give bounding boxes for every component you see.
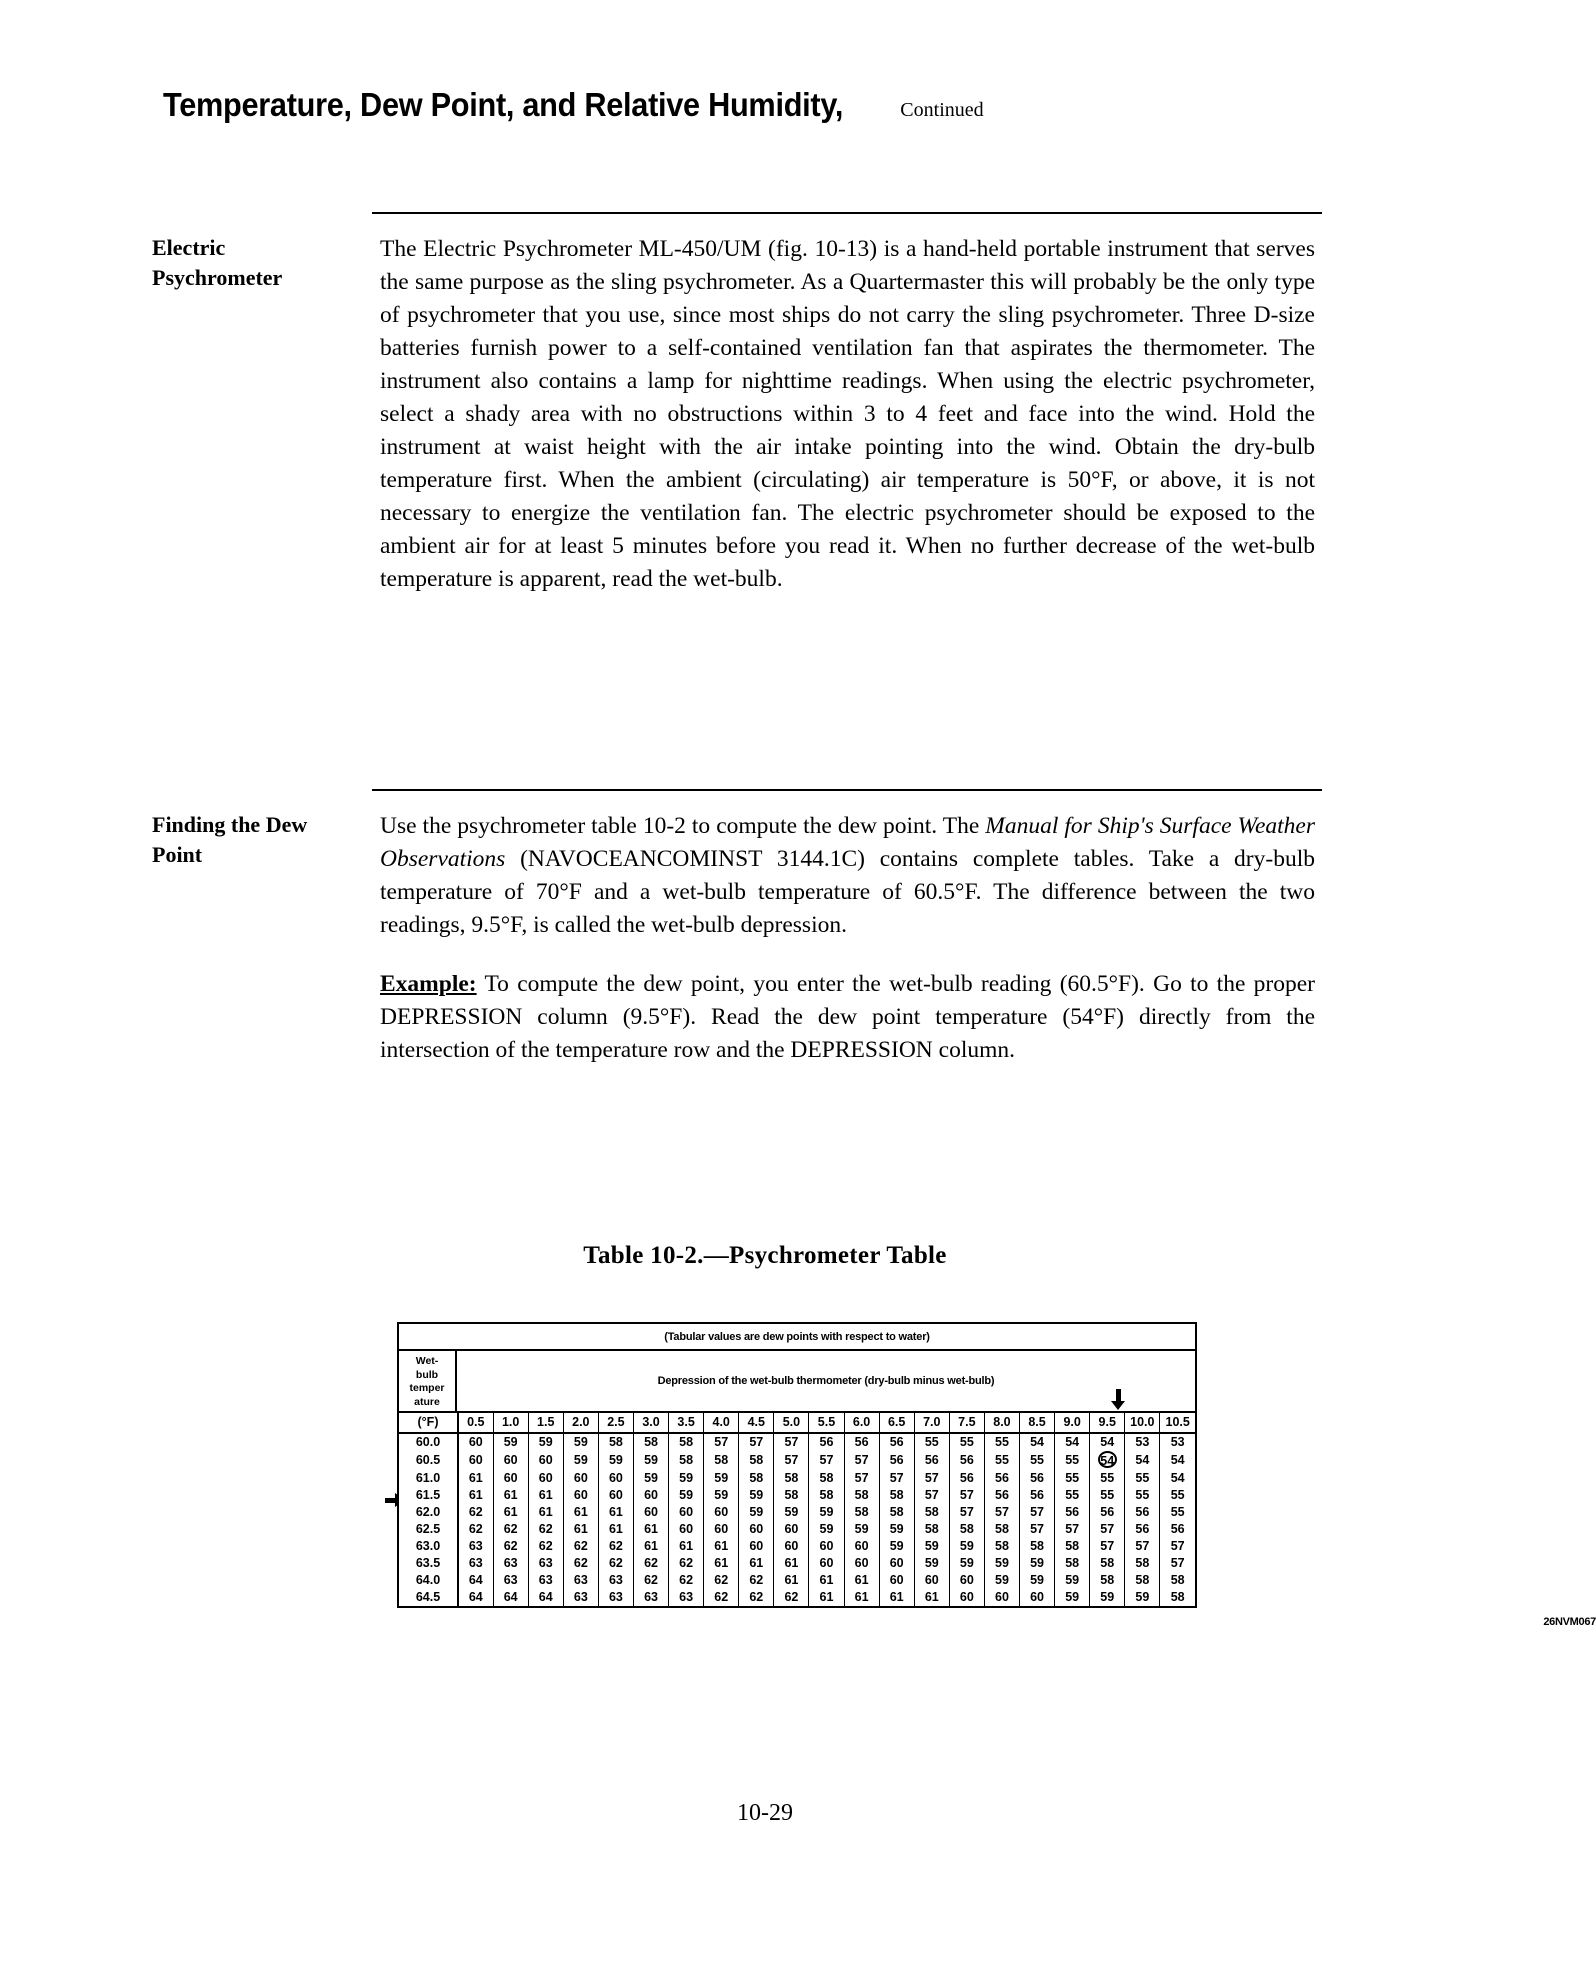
depression-group-header-label: Depression of the wet-bulb thermometer (dry-bulb minus wet-bulb) — [657, 1375, 995, 1387]
table-cell-dew-point: 59 — [669, 1487, 704, 1504]
table-cell-dew-point: 59 — [1090, 1589, 1125, 1606]
row-header-wet-bulb-temp: 61.0 — [399, 1470, 458, 1487]
table-cell-dew-point: 61 — [774, 1555, 809, 1572]
table-cell-dew-point: 61 — [844, 1572, 879, 1589]
table-cell-dew-point: 56 — [984, 1487, 1019, 1504]
table-cell-dew-point: 61 — [493, 1487, 528, 1504]
row-header-wet-bulb-temp: 62.0 — [399, 1504, 458, 1521]
table-cell-dew-point: 56 — [949, 1470, 984, 1487]
table-cell-dew-point: 63 — [493, 1555, 528, 1572]
table-cell-dew-point: 60 — [949, 1572, 984, 1589]
section-label-line-1: Electric — [152, 235, 226, 260]
table-cell-dew-point: 57 — [1020, 1504, 1055, 1521]
column-header-depression: 0.5 — [458, 1412, 493, 1433]
table-cell-dew-point: 58 — [1125, 1572, 1160, 1589]
table-row — [399, 1504, 1195, 1521]
table-cell-dew-point: 59 — [1020, 1555, 1055, 1572]
example-body: To compute the dew point, you enter the wet-bulb reading (60.5°F). Go to the proper DEPRESSION column (9.5°F). Read the dew point temperature (54°F) directly from the intersection of the temperature row and the DEPRESSION column. — [380, 971, 1315, 1063]
table-cell-dew-point: 57 — [914, 1470, 949, 1487]
table-cell-dew-point: 61 — [528, 1487, 563, 1504]
column-header-depression: 8.0 — [984, 1412, 1019, 1433]
table-cell-dew-point: 59 — [1020, 1572, 1055, 1589]
table-cell-dew-point: 59 — [809, 1521, 844, 1538]
table-cell-dew-point: 64 — [458, 1589, 493, 1606]
table-cell-dew-point: 59 — [809, 1504, 844, 1521]
table-cell-dew-point: 58 — [1020, 1538, 1055, 1555]
table-cell-dew-point — [1090, 1451, 1125, 1470]
table-cell-dew-point: 60 — [669, 1521, 704, 1538]
table-cell-dew-point: 59 — [598, 1451, 633, 1470]
table-cell-dew-point: 58 — [809, 1487, 844, 1504]
table-row — [399, 1589, 1195, 1606]
table-cell-dew-point: 63 — [669, 1589, 704, 1606]
column-header-depression: 7.5 — [949, 1412, 984, 1433]
table-cell-dew-point: 59 — [879, 1521, 914, 1538]
table-cell-dew-point: 60 — [528, 1451, 563, 1470]
example-label: Example: — [380, 971, 477, 997]
table-cell-dew-point: 61 — [458, 1470, 493, 1487]
table-cell-dew-point: 55 — [1090, 1470, 1125, 1487]
table-cell-dew-point: 63 — [528, 1572, 563, 1589]
wet-bulb-header-line-4: ature — [414, 1395, 440, 1408]
column-header-depression: 3.0 — [633, 1412, 668, 1433]
table-cell-dew-point: 56 — [844, 1433, 879, 1451]
table-cell-dew-point: 63 — [563, 1589, 598, 1606]
table-cell-dew-point: 60 — [458, 1451, 493, 1470]
table-cell-dew-point: 60 — [669, 1504, 704, 1521]
section-label-electric-psychrometer — [152, 233, 377, 293]
table-cell-dew-point: 56 — [809, 1433, 844, 1451]
table-cell-dew-point: 62 — [598, 1538, 633, 1555]
table-row — [399, 1521, 1195, 1538]
table-cell-dew-point: 60 — [844, 1538, 879, 1555]
table-header-row — [399, 1412, 1195, 1433]
table-cell-dew-point: 58 — [1160, 1572, 1195, 1589]
table-cell-dew-point: 58 — [739, 1470, 774, 1487]
table-cell-dew-point: 61 — [458, 1487, 493, 1504]
table-cell-dew-point: 57 — [879, 1470, 914, 1487]
table-cell-dew-point: 58 — [739, 1451, 774, 1470]
table-header-band — [399, 1351, 1195, 1411]
table-cell-dew-point: 57 — [949, 1487, 984, 1504]
table-cell-dew-point: 60 — [739, 1538, 774, 1555]
depression-group-header — [457, 1351, 1195, 1411]
table-cell-dew-point: 59 — [949, 1555, 984, 1572]
table-cell-dew-point: 61 — [914, 1589, 949, 1606]
column-header-depression: 5.5 — [809, 1412, 844, 1433]
table-row — [399, 1538, 1195, 1555]
table-cell-dew-point: 57 — [1090, 1521, 1125, 1538]
table-cell-dew-point: 53 — [1160, 1433, 1195, 1451]
row-header-wet-bulb-temp: 63.5 — [399, 1555, 458, 1572]
table-cell-dew-point: 56 — [1125, 1521, 1160, 1538]
section-divider-middle — [372, 789, 1322, 791]
table-cell-dew-point: 58 — [879, 1487, 914, 1504]
table-caption: Table 10-2.—Psychrometer Table — [583, 1242, 947, 1269]
table-cell-dew-point: 59 — [633, 1470, 668, 1487]
table-cell-dew-point: 55 — [1160, 1487, 1195, 1504]
column-header-depression: 5.0 — [774, 1412, 809, 1433]
table-cell-dew-point: 58 — [774, 1470, 809, 1487]
table-row — [399, 1572, 1195, 1589]
table-cell-dew-point: 60 — [598, 1470, 633, 1487]
table-cell-dew-point: 62 — [704, 1589, 739, 1606]
table-cell-dew-point: 62 — [669, 1555, 704, 1572]
table-cell-dew-point: 58 — [949, 1521, 984, 1538]
table-cell-dew-point: 54 — [1125, 1451, 1160, 1470]
table-cell-dew-point: 60 — [528, 1470, 563, 1487]
table-cell-dew-point: 57 — [704, 1433, 739, 1451]
table-cell-dew-point: 61 — [598, 1504, 633, 1521]
table-cell-dew-point: 60 — [739, 1521, 774, 1538]
table-cell-dew-point: 55 — [1055, 1470, 1090, 1487]
table-cell-dew-point: 58 — [669, 1433, 704, 1451]
table-cell-dew-point: 59 — [949, 1538, 984, 1555]
table-cell-dew-point: 62 — [633, 1555, 668, 1572]
column-header-wet-bulb-unit: (°F) — [399, 1412, 458, 1433]
table-cell-dew-point: 63 — [563, 1572, 598, 1589]
table-cell-dew-point: 56 — [914, 1451, 949, 1470]
table-cell-dew-point: 55 — [984, 1433, 1019, 1451]
table-cell-dew-point: 59 — [633, 1451, 668, 1470]
table-cell-dew-point: 62 — [528, 1538, 563, 1555]
table-cell-dew-point: 57 — [1020, 1521, 1055, 1538]
table-cell-dew-point: 58 — [844, 1504, 879, 1521]
table-cell-dew-point: 61 — [669, 1538, 704, 1555]
table-subtitle: (Tabular values are dew points with respect to water) — [399, 1324, 1195, 1351]
page-number: 10-29 — [737, 1800, 793, 1826]
table-cell-dew-point: 54 — [1020, 1433, 1055, 1451]
figure-id: 26NVM067 — [1543, 1616, 1596, 1628]
table-cell-dew-point: 59 — [493, 1433, 528, 1451]
column-header-depression: 2.0 — [563, 1412, 598, 1433]
manual-title-italic: Manual for Ship's Surface Weather Observations — [380, 813, 1316, 872]
table-cell-dew-point: 60 — [1020, 1589, 1055, 1606]
table-cell-dew-point: 57 — [914, 1487, 949, 1504]
table-row — [399, 1555, 1195, 1572]
table-cell-dew-point: 57 — [949, 1504, 984, 1521]
table-cell-dew-point: 60 — [949, 1589, 984, 1606]
table-cell-dew-point: 61 — [704, 1555, 739, 1572]
table-cell-dew-point: 58 — [704, 1451, 739, 1470]
paragraph-example — [380, 968, 1315, 1067]
table-cell-dew-point: 55 — [914, 1433, 949, 1451]
table-cell-dew-point: 59 — [1055, 1589, 1090, 1606]
table-cell-dew-point: 56 — [1020, 1487, 1055, 1504]
table-cell-dew-point: 61 — [879, 1589, 914, 1606]
table-cell-dew-point: 56 — [1020, 1470, 1055, 1487]
table-cell-dew-point: 63 — [458, 1555, 493, 1572]
table-cell-dew-point: 60 — [879, 1572, 914, 1589]
table-cell-dew-point: 55 — [1090, 1487, 1125, 1504]
table-cell-dew-point: 60 — [984, 1589, 1019, 1606]
table-cell-dew-point: 63 — [458, 1538, 493, 1555]
table-cell-dew-point: 57 — [1125, 1538, 1160, 1555]
page-title-continued: Continued — [900, 99, 984, 121]
table-cell-dew-point: 58 — [914, 1521, 949, 1538]
table-cell-dew-point: 61 — [633, 1521, 668, 1538]
table-cell-dew-point: 57 — [1160, 1555, 1195, 1572]
table-cell-dew-point: 57 — [844, 1451, 879, 1470]
table-cell-dew-point: 60 — [563, 1487, 598, 1504]
table-cell-dew-point: 58 — [1055, 1538, 1090, 1555]
table-cell-dew-point: 60 — [598, 1487, 633, 1504]
table-row — [399, 1470, 1195, 1487]
table-cell-dew-point: 60 — [809, 1538, 844, 1555]
table-cell-dew-point: 62 — [563, 1538, 598, 1555]
table-cell-dew-point: 60 — [458, 1433, 493, 1451]
table-cell-dew-point: 60 — [914, 1572, 949, 1589]
table-cell-dew-point: 58 — [1125, 1555, 1160, 1572]
row-header-wet-bulb-temp: 62.5 — [399, 1521, 458, 1538]
paragraph-dew-point-instructions — [380, 810, 1315, 942]
table-cell-dew-point: 57 — [739, 1433, 774, 1451]
psychrometer-data-table — [399, 1411, 1195, 1606]
table-cell-dew-point: 59 — [563, 1451, 598, 1470]
page-title: Temperature, Dew Point, and Relative Humidity, — [163, 86, 844, 123]
table-cell-dew-point: 58 — [669, 1451, 704, 1470]
table-cell-dew-point: 63 — [598, 1572, 633, 1589]
table-cell-dew-point: 56 — [949, 1451, 984, 1470]
table-cell-dew-point: 62 — [669, 1572, 704, 1589]
table-cell-dew-point: 54 — [1160, 1451, 1195, 1470]
table-cell-dew-point: 61 — [493, 1504, 528, 1521]
table-cell-dew-point: 61 — [528, 1504, 563, 1521]
table-row — [399, 1451, 1195, 1470]
paragraph-part-b: (NAVOCEANCOMINST 3144.1C) contains complete tables. Take a dry-bulb temperature of 70°F and a wet-bulb temperature of 60.5°F. The difference between the two readings, 9.5°F, is called the wet-bulb depression. — [380, 846, 1315, 938]
table-cell-dew-point: 56 — [1090, 1504, 1125, 1521]
table-cell-dew-point: 60 — [879, 1555, 914, 1572]
table-cell-dew-point: 62 — [493, 1521, 528, 1538]
row-header-wet-bulb-temp: 64.0 — [399, 1572, 458, 1589]
table-cell-dew-point: 61 — [563, 1521, 598, 1538]
table-cell-dew-point: 62 — [633, 1572, 668, 1589]
table-cell-dew-point: 59 — [984, 1555, 1019, 1572]
table-cell-dew-point: 58 — [633, 1433, 668, 1451]
table-cell-dew-point: 60 — [844, 1555, 879, 1572]
table-cell-dew-point: 59 — [739, 1487, 774, 1504]
table-cell-dew-point: 60 — [774, 1538, 809, 1555]
table-cell-dew-point: 62 — [458, 1521, 493, 1538]
table-cell-dew-point: 62 — [458, 1504, 493, 1521]
table-cell-dew-point: 63 — [528, 1555, 563, 1572]
table-cell-dew-point: 59 — [704, 1487, 739, 1504]
table-cell-dew-point: 59 — [669, 1470, 704, 1487]
table-cell-dew-point: 61 — [704, 1538, 739, 1555]
table-cell-dew-point: 64 — [493, 1589, 528, 1606]
table-cell-dew-point: 58 — [844, 1487, 879, 1504]
table-cell-dew-point: 57 — [774, 1451, 809, 1470]
table-row — [399, 1433, 1195, 1451]
row-header-wet-bulb-temp: 60.5 — [399, 1451, 458, 1470]
table-cell-dew-point: 62 — [774, 1589, 809, 1606]
column-header-depression: 10.5 — [1160, 1412, 1195, 1433]
section-body-finding-the-dew-point — [380, 810, 1315, 1067]
table-body — [399, 1433, 1195, 1606]
row-header-wet-bulb-temp: 63.0 — [399, 1538, 458, 1555]
row-header-wet-bulb-temp: 61.5 — [399, 1487, 458, 1504]
table-cell-dew-point: 54 — [1055, 1433, 1090, 1451]
table-cell-dew-point: 62 — [493, 1538, 528, 1555]
wet-bulb-header-line-3: temper — [409, 1382, 445, 1394]
table-cell-dew-point: 61 — [739, 1555, 774, 1572]
table-cell-dew-point: 55 — [1055, 1487, 1090, 1504]
table-row — [399, 1487, 1195, 1504]
table-cell-dew-point: 61 — [563, 1504, 598, 1521]
table-cell-dew-point: 58 — [598, 1433, 633, 1451]
wet-bulb-header-line-1: Wet- — [415, 1355, 439, 1367]
table-cell-dew-point: 59 — [879, 1538, 914, 1555]
table-cell-dew-point: 60 — [563, 1470, 598, 1487]
table-cell-dew-point: 59 — [844, 1521, 879, 1538]
table-cell-dew-point: 56 — [1055, 1504, 1090, 1521]
table-cell-dew-point: 58 — [984, 1538, 1019, 1555]
table-cell-dew-point: 58 — [1090, 1572, 1125, 1589]
table-cell-dew-point: 60 — [633, 1487, 668, 1504]
table-cell-dew-point: 62 — [563, 1555, 598, 1572]
table-cell-dew-point: 62 — [528, 1521, 563, 1538]
column-header-depression: 4.5 — [739, 1412, 774, 1433]
table-cell-dew-point: 62 — [704, 1572, 739, 1589]
column-header-depression: 8.5 — [1020, 1412, 1055, 1433]
table-cell-dew-point: 56 — [1125, 1504, 1160, 1521]
table-cell-dew-point: 62 — [739, 1589, 774, 1606]
paragraph: The Electric Psychrometer ML-450/UM (fig. 10-13) is a hand-held portable instrument that serves the same purpose as the sling psychrometer. As a Quartermaster this will probably be the only type of psychrometer that you use, since most ships do not carry the sling psychrometer. Three D-size batteries furnish power to a self-contained ventilation fan that aspirates the thermometer. The instrument also contains a lamp for nighttime readings. When using the electric psychrometer, select a shady area with no obstructions within 3 to 4 feet and face into the wind. Hold the instrument at waist height with the air intake pointing into the wind. Obtain the dry-bulb temperature first. When the ambient (circulating) air temperature is 50°F, or above, it is not necessary to energize the ventilation fan. The electric psychrometer should be exposed to the ambient air for at least 5 minutes before you read it. When no further decrease of the wet-bulb temperature is apparent, read the wet-bulb. — [380, 236, 1315, 592]
table-cell-dew-point: 61 — [809, 1572, 844, 1589]
table-cell-dew-point: 58 — [914, 1504, 949, 1521]
table-cell-dew-point: 54 — [1090, 1433, 1125, 1451]
table-cell-dew-point: 57 — [1090, 1538, 1125, 1555]
row-header-wet-bulb-temp: 60.0 — [399, 1433, 458, 1451]
table-cell-dew-point: 59 — [914, 1555, 949, 1572]
column-header-depression: 4.0 — [704, 1412, 739, 1433]
highlighted-dew-point-value: 54 — [1098, 1451, 1117, 1468]
column-header-depression: 10.0 — [1125, 1412, 1160, 1433]
column-header-depression: 1.0 — [493, 1412, 528, 1433]
table-cell-dew-point: 57 — [844, 1470, 879, 1487]
table-cell-dew-point: 59 — [914, 1538, 949, 1555]
table-cell-dew-point: 56 — [879, 1451, 914, 1470]
column-header-depression: 6.0 — [844, 1412, 879, 1433]
table-cell-dew-point: 60 — [633, 1504, 668, 1521]
table-cell-dew-point: 62 — [598, 1555, 633, 1572]
table-cell-dew-point: 60 — [493, 1470, 528, 1487]
section-divider-top — [372, 212, 1322, 214]
table-cell-dew-point: 55 — [949, 1433, 984, 1451]
table-cell-dew-point: 57 — [809, 1451, 844, 1470]
table-cell-dew-point: 61 — [809, 1589, 844, 1606]
table-cell-dew-point: 59 — [984, 1572, 1019, 1589]
table-cell-dew-point: 61 — [774, 1572, 809, 1589]
table-cell-dew-point: 60 — [704, 1504, 739, 1521]
table-cell-dew-point: 59 — [528, 1433, 563, 1451]
table-cell-dew-point: 53 — [1125, 1433, 1160, 1451]
table-cell-dew-point: 60 — [704, 1521, 739, 1538]
section-label-line-1: Finding the Dew — [152, 812, 308, 837]
table-cell-dew-point: 57 — [774, 1433, 809, 1451]
table-cell-dew-point: 58 — [1055, 1555, 1090, 1572]
table-cell-dew-point: 61 — [633, 1538, 668, 1555]
table-cell-dew-point: 55 — [1160, 1504, 1195, 1521]
table-cell-dew-point: 59 — [1055, 1572, 1090, 1589]
psychrometer-table-figure — [397, 1322, 1596, 1628]
table-cell-dew-point: 55 — [1055, 1451, 1090, 1470]
table-cell-dew-point: 64 — [458, 1572, 493, 1589]
table-cell-dew-point: 59 — [704, 1470, 739, 1487]
table-cell-dew-point: 56 — [1160, 1521, 1195, 1538]
column-header-depression: 7.0 — [914, 1412, 949, 1433]
table-cell-dew-point: 58 — [1160, 1589, 1195, 1606]
section-label-line-2: Psychrometer — [152, 265, 283, 290]
table-cell-dew-point: 58 — [809, 1470, 844, 1487]
page-header — [163, 86, 1393, 124]
table-cell-dew-point: 58 — [984, 1521, 1019, 1538]
row-header-wet-bulb-temp: 64.5 — [399, 1589, 458, 1606]
table-cell-dew-point: 57 — [1055, 1521, 1090, 1538]
table-cell-dew-point: 59 — [1125, 1589, 1160, 1606]
table-cell-dew-point: 59 — [563, 1433, 598, 1451]
table-cell-dew-point: 63 — [598, 1589, 633, 1606]
wet-bulb-temperature-header — [399, 1351, 457, 1411]
section-label-finding-the-dew-point — [152, 810, 377, 870]
table-cell-dew-point: 61 — [844, 1589, 879, 1606]
table-cell-dew-point: 55 — [1125, 1487, 1160, 1504]
column-header-depression: 3.5 — [669, 1412, 704, 1433]
table-cell-dew-point: 56 — [879, 1433, 914, 1451]
table-cell-dew-point: 63 — [493, 1572, 528, 1589]
table-cell-dew-point: 60 — [774, 1521, 809, 1538]
table-cell-dew-point: 59 — [739, 1504, 774, 1521]
wet-bulb-header-line-2: bulb — [415, 1368, 439, 1381]
table-cell-dew-point: 58 — [879, 1504, 914, 1521]
column-header-depression: 9.5 — [1090, 1412, 1125, 1433]
table-cell-dew-point: 60 — [809, 1555, 844, 1572]
table-cell-dew-point: 63 — [633, 1589, 668, 1606]
table-cell-dew-point: 55 — [1125, 1470, 1160, 1487]
table-cell-dew-point: 58 — [1090, 1555, 1125, 1572]
table-cell-dew-point: 59 — [774, 1504, 809, 1521]
table-cell-dew-point: 56 — [984, 1470, 1019, 1487]
table-cell-dew-point: 58 — [774, 1487, 809, 1504]
table-cell-dew-point: 62 — [739, 1572, 774, 1589]
table-cell-dew-point: 54 — [1160, 1470, 1195, 1487]
column-header-depression: 1.5 — [528, 1412, 563, 1433]
table-cell-dew-point: 55 — [984, 1451, 1019, 1470]
column-header-depression: 2.5 — [598, 1412, 633, 1433]
table-cell-dew-point: 60 — [493, 1451, 528, 1470]
section-body-electric-psychrometer — [380, 233, 1315, 596]
paragraph-part-a: Use the psychrometer table 10-2 to compute the dew point. The — [380, 813, 986, 839]
table-cell-dew-point: 61 — [598, 1521, 633, 1538]
column-header-depression: 9.0 — [1055, 1412, 1090, 1433]
table-cell-dew-point: 55 — [1020, 1451, 1055, 1470]
table-cell-dew-point: 64 — [528, 1589, 563, 1606]
table-cell-dew-point: 57 — [1160, 1538, 1195, 1555]
section-label-line-2: Point — [152, 842, 203, 867]
table-cell-dew-point: 57 — [984, 1504, 1019, 1521]
column-header-depression: 6.5 — [879, 1412, 914, 1433]
